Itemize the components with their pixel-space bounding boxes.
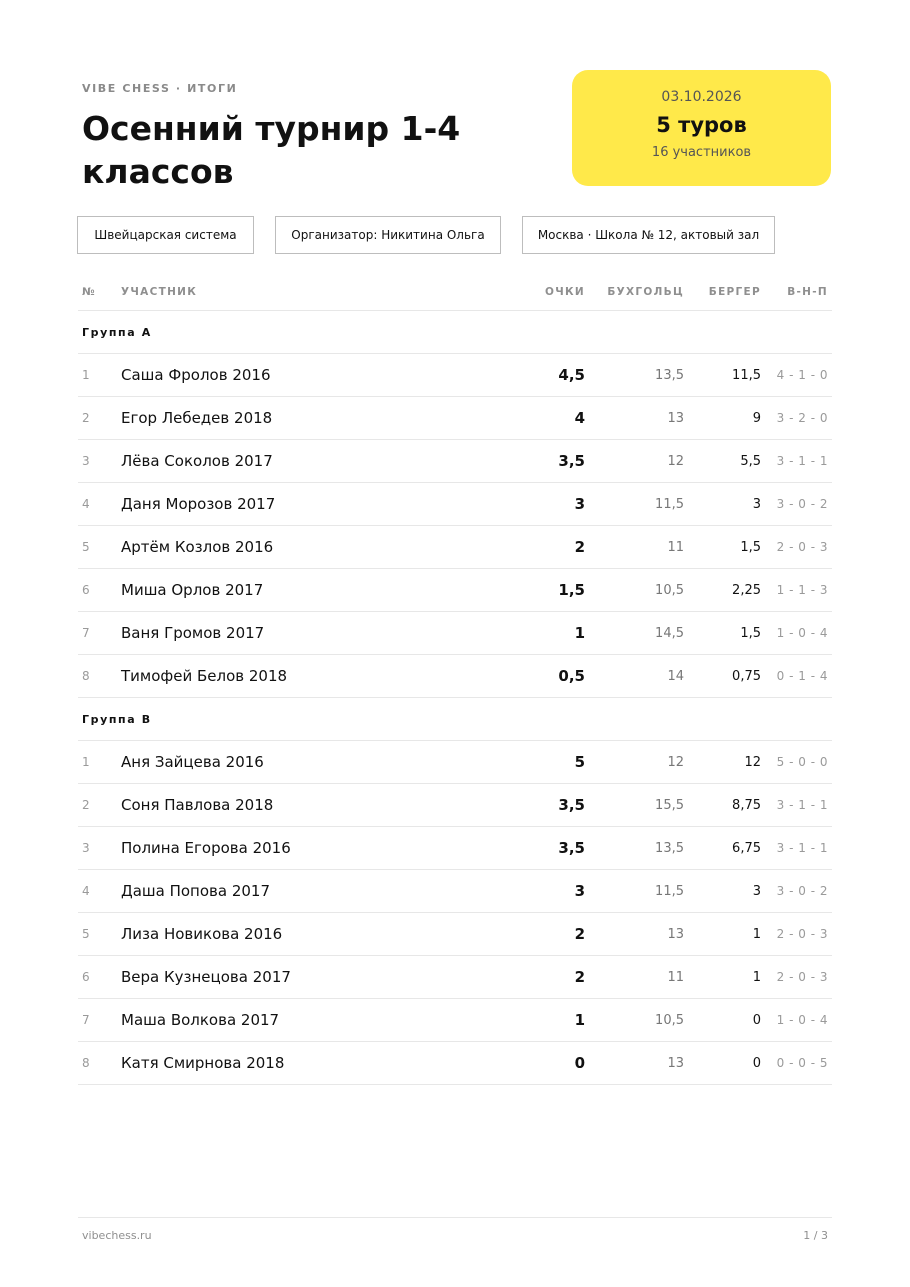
cell-berger: 6,75 bbox=[732, 840, 761, 856]
cell-buchholz: 13,5 bbox=[655, 840, 684, 856]
cell-num: 1 bbox=[82, 368, 90, 382]
cell-berger: 1,5 bbox=[740, 539, 761, 555]
cell-name: Егор Лебедев 2018 bbox=[121, 409, 273, 427]
cell-berger: 8,75 bbox=[732, 797, 761, 813]
cell-points: 3,5 bbox=[558, 839, 585, 857]
cell-buchholz: 13,5 bbox=[655, 367, 684, 383]
cell-berger: 0,75 bbox=[732, 668, 761, 684]
cell-num: 6 bbox=[82, 970, 90, 984]
cell-berger: 5,5 bbox=[740, 453, 761, 469]
cell-wdl: 3 - 1 - 1 bbox=[776, 798, 828, 812]
cell-points: 3 bbox=[574, 495, 585, 513]
cell-points: 3,5 bbox=[558, 452, 585, 470]
table-row bbox=[78, 526, 832, 569]
cell-berger: 2,25 bbox=[732, 582, 761, 598]
cell-name: Ваня Громов 2017 bbox=[121, 624, 265, 642]
page-footer bbox=[78, 1217, 832, 1253]
cell-num: 2 bbox=[82, 411, 90, 425]
cell-name: Катя Смирнова 2018 bbox=[121, 1054, 285, 1072]
system-tag: Швейцарская система bbox=[77, 216, 254, 254]
cell-num: 7 bbox=[82, 1013, 90, 1027]
cell-points: 5 bbox=[574, 753, 585, 771]
cell-name: Полина Егорова 2016 bbox=[121, 839, 291, 857]
cell-wdl: 1 - 0 - 4 bbox=[776, 1013, 828, 1027]
cell-points: 2 bbox=[574, 538, 585, 556]
cell-buchholz: 11,5 bbox=[655, 883, 684, 899]
cell-berger: 1 bbox=[752, 969, 761, 985]
cell-buchholz: 11,5 bbox=[655, 496, 684, 512]
cell-points: 4,5 bbox=[558, 366, 585, 384]
cell-buchholz: 13 bbox=[667, 1055, 684, 1071]
cell-points: 3 bbox=[574, 882, 585, 900]
cell-num: 2 bbox=[82, 798, 90, 812]
group-header-row bbox=[78, 698, 832, 741]
table-row bbox=[78, 655, 832, 698]
cell-wdl: 4 - 1 - 0 bbox=[776, 368, 828, 382]
table-row bbox=[78, 483, 832, 526]
cell-points: 1 bbox=[574, 624, 585, 642]
cell-buchholz: 11 bbox=[667, 539, 684, 555]
group-header-row bbox=[78, 311, 832, 354]
cell-buchholz: 12 bbox=[667, 754, 684, 770]
table-row bbox=[78, 827, 832, 870]
cell-name: Даня Морозов 2017 bbox=[121, 495, 276, 513]
rounds-count: 5 туров bbox=[656, 113, 747, 137]
cell-points: 0,5 bbox=[558, 667, 585, 685]
table-row bbox=[78, 913, 832, 956]
cell-buchholz: 13 bbox=[667, 410, 684, 426]
table-row bbox=[78, 784, 832, 827]
cell-name: Тимофей Белов 2018 bbox=[121, 667, 288, 685]
column-header-buchholz: БУХГОЛЬЦ bbox=[607, 286, 684, 298]
cell-points: 4 bbox=[574, 409, 585, 427]
cell-buchholz: 11 bbox=[667, 969, 684, 985]
column-header-num: № bbox=[82, 286, 95, 298]
cell-name: Миша Орлов 2017 bbox=[121, 581, 264, 599]
cell-points: 0 bbox=[574, 1054, 585, 1072]
column-header-points: ОЧКИ bbox=[545, 286, 585, 298]
cell-num: 7 bbox=[82, 626, 90, 640]
cell-wdl: 2 - 0 - 3 bbox=[776, 540, 828, 554]
cell-points: 2 bbox=[574, 925, 585, 943]
cell-wdl: 1 - 1 - 3 bbox=[776, 583, 828, 597]
cell-berger: 3 bbox=[752, 496, 761, 512]
page-title: Осенний турнир 1-4 классов bbox=[82, 109, 461, 191]
standings-table bbox=[78, 274, 832, 1085]
table-row bbox=[78, 1042, 832, 1085]
column-header-berger: БЕРГЕР bbox=[708, 286, 761, 298]
cell-buchholz: 12 bbox=[667, 453, 684, 469]
cell-num: 3 bbox=[82, 454, 90, 468]
cell-wdl: 5 - 0 - 0 bbox=[776, 755, 828, 769]
cell-name: Даша Попова 2017 bbox=[121, 882, 271, 900]
table-header-row bbox=[78, 274, 832, 311]
participants-count: 16 участников bbox=[651, 145, 752, 160]
cell-berger: 3 bbox=[752, 883, 761, 899]
cell-num: 5 bbox=[82, 540, 90, 554]
cell-points: 3,5 bbox=[558, 796, 585, 814]
cell-wdl: 0 - 0 - 5 bbox=[776, 1056, 828, 1070]
table-row bbox=[78, 397, 832, 440]
cell-name: Лёва Соколов 2017 bbox=[121, 452, 273, 470]
organizer-tag: Организатор: Никитина Ольга bbox=[275, 216, 501, 254]
cell-name: Лиза Новикова 2016 bbox=[121, 925, 283, 943]
cell-points: 2 bbox=[574, 968, 585, 986]
cell-wdl: 3 - 0 - 2 bbox=[776, 884, 828, 898]
cell-points: 1,5 bbox=[558, 581, 585, 599]
cell-wdl: 3 - 1 - 1 bbox=[776, 841, 828, 855]
cell-wdl: 3 - 0 - 2 bbox=[776, 497, 828, 511]
table-row bbox=[78, 870, 832, 913]
table-row bbox=[78, 569, 832, 612]
table-row bbox=[78, 999, 832, 1042]
table-row bbox=[78, 741, 832, 784]
table-row bbox=[78, 440, 832, 483]
cell-name: Артём Козлов 2016 bbox=[121, 538, 274, 556]
cell-name: Саша Фролов 2016 bbox=[121, 366, 271, 384]
cell-wdl: 3 - 2 - 0 bbox=[776, 411, 828, 425]
cell-wdl: 2 - 0 - 3 bbox=[776, 970, 828, 984]
cell-num: 8 bbox=[82, 1056, 90, 1070]
cell-berger: 1,5 bbox=[740, 625, 761, 641]
summary-card bbox=[572, 70, 831, 186]
group-label: Группа B bbox=[82, 712, 152, 726]
cell-num: 5 bbox=[82, 927, 90, 941]
cell-berger: 9 bbox=[752, 410, 761, 426]
cell-berger: 11,5 bbox=[732, 367, 761, 383]
cell-buchholz: 14 bbox=[667, 668, 684, 684]
cell-berger: 0 bbox=[752, 1012, 761, 1028]
cell-num: 4 bbox=[82, 497, 90, 511]
cell-buchholz: 10,5 bbox=[655, 1012, 684, 1028]
cell-wdl: 2 - 0 - 3 bbox=[776, 927, 828, 941]
cell-buchholz: 13 bbox=[667, 926, 684, 942]
cell-berger: 12 bbox=[744, 754, 761, 770]
cell-berger: 1 bbox=[752, 926, 761, 942]
cell-num: 6 bbox=[82, 583, 90, 597]
document-header bbox=[82, 82, 522, 193]
footer-site: vibechess.ru bbox=[82, 1229, 152, 1242]
cell-num: 4 bbox=[82, 884, 90, 898]
cell-wdl: 0 - 1 - 4 bbox=[776, 669, 828, 683]
cell-points: 1 bbox=[574, 1011, 585, 1029]
cell-num: 1 bbox=[82, 755, 90, 769]
table-row bbox=[78, 354, 832, 397]
page-number: 1 / 3 bbox=[803, 1229, 828, 1242]
tournament-date: 03.10.2026 bbox=[661, 89, 742, 105]
cell-wdl: 1 - 0 - 4 bbox=[776, 626, 828, 640]
cell-num: 8 bbox=[82, 669, 90, 683]
table-row bbox=[78, 612, 832, 655]
cell-buchholz: 15,5 bbox=[655, 797, 684, 813]
cell-buchholz: 14,5 bbox=[655, 625, 684, 641]
cell-name: Маша Волкова 2017 bbox=[121, 1011, 280, 1029]
cell-name: Аня Зайцева 2016 bbox=[121, 753, 264, 771]
group-label: Группа A bbox=[82, 325, 152, 339]
cell-num: 3 bbox=[82, 841, 90, 855]
table-row bbox=[78, 956, 832, 999]
cell-berger: 0 bbox=[752, 1055, 761, 1071]
cell-name: Вера Кузнецова 2017 bbox=[121, 968, 291, 986]
column-header-wdl: В-Н-П bbox=[787, 286, 828, 298]
cell-name: Соня Павлова 2018 bbox=[121, 796, 274, 814]
cell-wdl: 3 - 1 - 1 bbox=[776, 454, 828, 468]
column-header-name: УЧАСТНИК bbox=[121, 286, 198, 298]
venue-tag: Москва · Школа № 12, актовый зал bbox=[522, 216, 775, 254]
cell-buchholz: 10,5 bbox=[655, 582, 684, 598]
brand-label: VIBE CHESS · ИТОГИ bbox=[82, 82, 238, 95]
